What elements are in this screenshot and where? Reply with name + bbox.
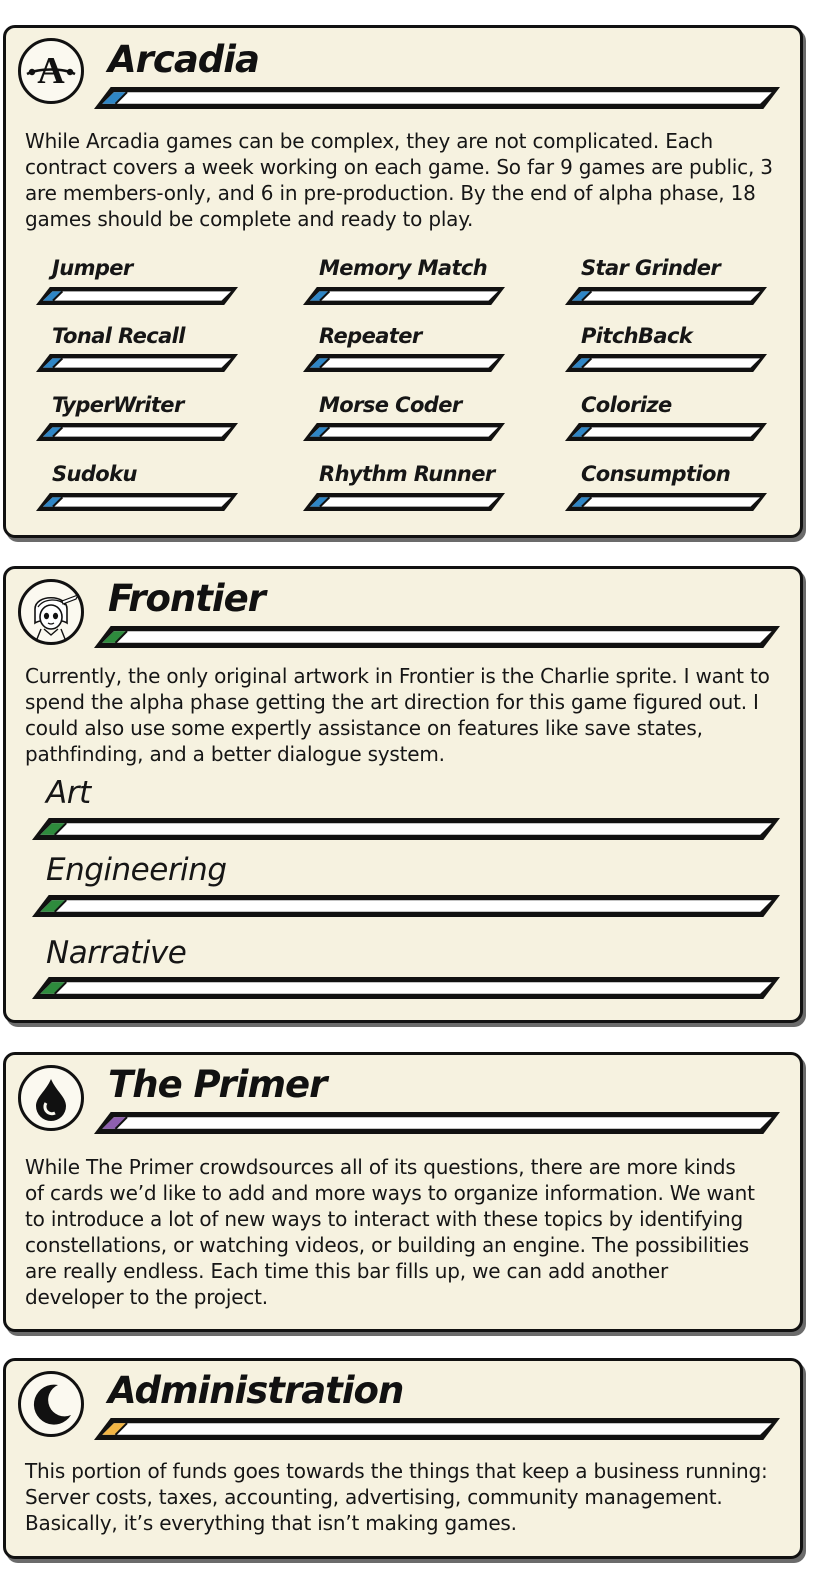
bar-track [40,982,771,994]
frontier-progress-bar [92,624,782,650]
game-label-colorize: Colorize [581,393,672,417]
charlie-portrait-icon [18,579,84,645]
primer-description: While The Primer crowdsources all of its questions, there are more kinds of cards we’d like to add and more ways to organize information. We want to introduce a lot of new ways to interact with these topics by identifying constellations, or watching videos, or building an engine. The possibilities are really endless. Each time this bar fills up, we can add another developer to the project. [25,1155,755,1309]
admin-title: Administration [108,1369,404,1412]
game-bar-rhythm-runner [301,491,507,513]
bar-track [310,497,498,506]
game-label-sudoku: Sudoku [52,462,137,486]
bar-track [310,291,498,300]
track-bar-engineering [30,893,782,919]
svg-text:A: A [37,50,65,92]
bar-track [310,358,498,367]
bar-track [572,427,760,436]
bar-track [572,358,760,367]
bar-track [40,823,771,835]
bar-track [102,631,771,643]
game-label-memory-match: Memory Match [319,256,488,280]
game-bar-repeater [301,352,507,374]
bar-track [43,427,231,436]
frontier-title: Frontier [108,577,265,620]
arcadia-progress-bar [92,85,782,111]
game-bar-star-grinder [563,285,769,307]
admin-description: This portion of funds goes towards the things that keep a business running: Server costs, taxes, accounting, advertising, community management. Basically, it’s everything that isn’t making games. [25,1459,768,1535]
crescent-moon-icon [18,1371,84,1437]
track-label-art: Art [46,775,91,811]
frontier-description: Currently, the only original artwork in Frontier is the Charlie sprite. I want to spend the alpha phase getting the art direction for this game figured out. I could also use some expertly assistance on features like save states, pathfinding, and a better dialogue system. [25,664,770,766]
track-label-narrative: Narrative [46,935,187,971]
bar-track [102,1423,771,1435]
admin-panel [3,1358,803,1559]
bar-track [40,900,771,912]
bar-track [310,427,498,436]
game-bar-consumption [563,491,769,513]
game-bar-memory-match [301,285,507,307]
game-bar-sudoku [34,491,240,513]
track-label-engineering: Engineering [46,852,227,888]
game-label-jumper: Jumper [52,256,133,280]
arcadia-a-icon [18,38,84,104]
game-label-typerwriter: TyperWriter [52,393,184,417]
drop-icon [18,1065,84,1131]
game-bar-morse-coder [301,421,507,443]
game-label-star-grinder: Star Grinder [581,256,721,280]
game-label-morse-coder: Morse Coder [319,393,462,417]
game-label-repeater: Repeater [319,324,422,348]
bar-track [572,291,760,300]
game-bar-jumper [34,285,240,307]
bar-track [43,291,231,300]
game-label-tonal-recall: Tonal Recall [52,324,185,348]
bar-track [572,497,760,506]
bar-track [43,358,231,367]
frontier-panel [3,566,803,1023]
game-label-pitchback: PitchBack [581,324,693,348]
primer-title: The Primer [108,1063,327,1106]
bar-track [102,1117,771,1129]
arcadia-title: Arcadia [108,38,259,81]
game-bar-tonal-recall [34,352,240,374]
primer-progress-bar [92,1110,782,1136]
admin-progress-bar [92,1416,782,1442]
bar-track [43,497,231,506]
game-label-consumption: Consumption [581,462,731,486]
game-bar-colorize [563,421,769,443]
game-bar-pitchback [563,352,769,374]
game-label-rhythm-runner: Rhythm Runner [319,462,495,486]
arcadia-description: While Arcadia games can be complex, they are not complicated. Each contract covers a week working on each game. So far 9 games are public, 3 are members-only, and 6 in pre-production. By the end of alpha phase, 18 games should be complete and ready to play. [25,129,773,231]
bar-track [102,92,771,104]
game-bar-typerwriter [34,421,240,443]
arcadia-panel [3,25,803,538]
primer-panel [3,1052,803,1332]
track-bar-art [30,816,782,842]
track-bar-narrative [30,975,782,1001]
